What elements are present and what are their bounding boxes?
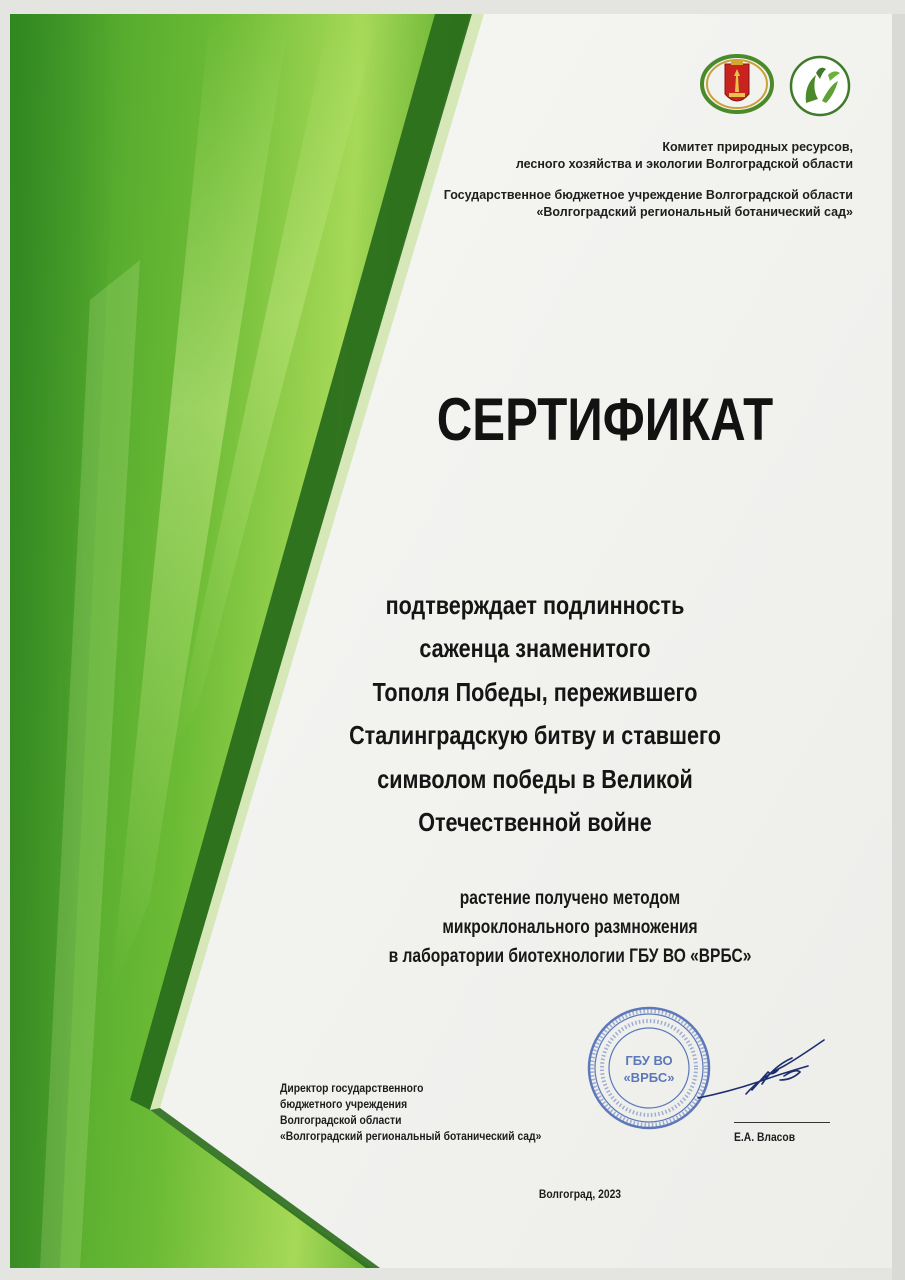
statement-line: саженца знаменитого [419, 633, 651, 663]
botanical-garden-logo-icon [786, 55, 854, 117]
director-name: Е.А. Власов [734, 1130, 796, 1144]
institution-name-line-2: «Волгоградский региональный ботанический сад» [536, 205, 853, 219]
stamp-text-line-1: ГБУ ВО [625, 1053, 673, 1068]
committee-name-line-1: Комитет природных ресурсов, [662, 140, 853, 154]
statement-line: подтверждает подлинность [385, 590, 685, 620]
note-line: микроклонального размножения [442, 917, 698, 938]
signature-line [734, 1122, 830, 1123]
director-title-line: Волгоградской области [280, 1113, 402, 1127]
committee-name-line-2: лесного хозяйства и экологии Волгоградской области [515, 157, 853, 171]
handwritten-signature [688, 1036, 828, 1116]
stamp-text-line-2: «ВРБС» [623, 1070, 675, 1085]
statement-line: Сталинградскую битву и ставшего [349, 720, 721, 750]
statement-line: Тополя Победы, пережившего [372, 677, 698, 707]
volgograd-coat-of-arms-icon [698, 54, 776, 114]
note-line: в лаборатории биотехнологии ГБУ ВО «ВРБС» [388, 946, 752, 967]
director-title-line: бюджетного учреждения [280, 1097, 408, 1111]
director-title-line: «Волгоградский региональный ботанический сад» [280, 1129, 542, 1143]
statement-line: Отечественной войне [418, 807, 652, 837]
director-title-line: Директор государственного [280, 1081, 424, 1095]
note-line: растение получено методом [459, 888, 681, 909]
institution-name-line-1: Государственное бюджетное учреждение Волгоградской области [443, 188, 853, 202]
city-and-year: Волгоград, 2023 [538, 1187, 622, 1201]
statement-line: символом победы в Великой [377, 764, 693, 794]
certificate-title: СЕРТИФИКАТ [436, 386, 774, 453]
